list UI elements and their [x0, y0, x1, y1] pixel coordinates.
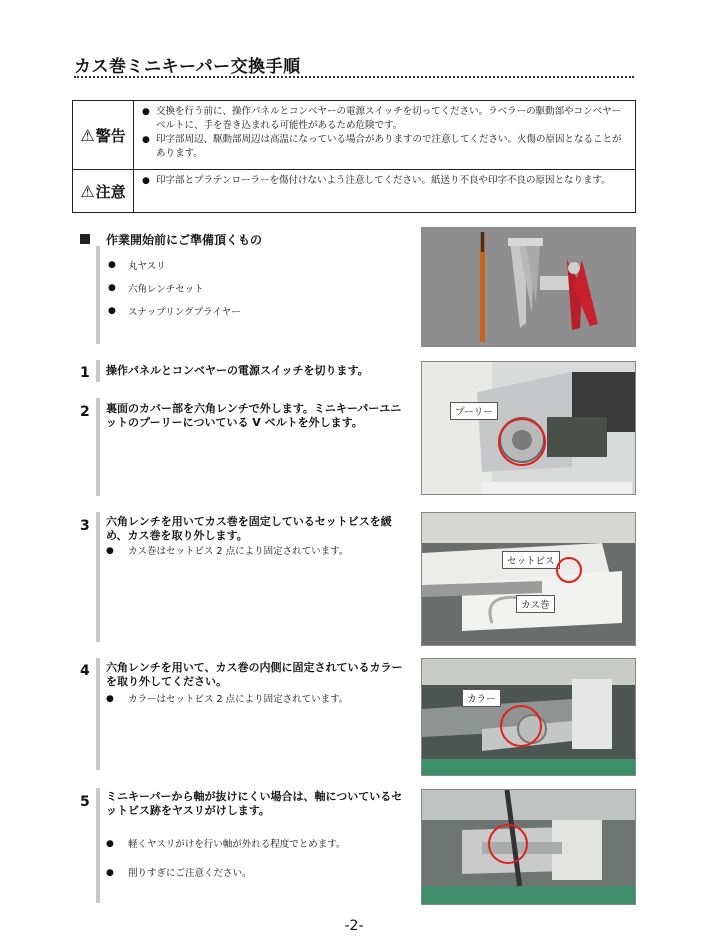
step-text-4: 六角レンチを用いて、カス巻の内側に固定されているカラーを取り外してください。 [106, 661, 403, 688]
warning-triangle-icon: ⚠ [80, 181, 95, 201]
step-side-bar [96, 658, 100, 770]
step-notes-3 [106, 545, 411, 558]
callout-pulley: プーリー [450, 402, 498, 420]
caution-item: ● 印字部とプラテンローラーを傷付けないよう注意してください。紙送り不良や印字不良の原因となります。 [142, 175, 611, 186]
note-item: ● カス巻はセットビス 2 点により固定されています。 [106, 546, 349, 557]
step-side-bar [96, 398, 100, 496]
step-number-5: 5 [80, 794, 90, 810]
bullet-icon: ● [142, 107, 150, 117]
highlight-circle [498, 418, 546, 466]
bullet-icon: ● [108, 282, 116, 293]
step-number-4: 4 [80, 663, 90, 679]
warning-label-cell [73, 101, 134, 169]
step-number-3: 3 [80, 518, 90, 534]
bullet-icon: ● [106, 546, 114, 556]
warning-row-danger [73, 101, 635, 170]
warning-triangle-icon: ⚠ [80, 125, 95, 145]
preparation-list [108, 253, 241, 322]
tools-illustration [422, 228, 635, 346]
note-item: ● カラーはセットビス 2 点により固定されています。 [106, 694, 349, 705]
page-title: カス巻ミニキーパー交換手順 [74, 57, 301, 77]
caution-body [134, 170, 635, 212]
warning-item: ● 交換を行う前に、操作パネルとコンベヤーの電源スイッチを切ってください。ラベラーの駆動部やコンベヤーベルトに、手を巻き込まれる可能性があるため危険です。 [142, 106, 622, 131]
warning-label: 警告 [95, 126, 126, 145]
warning-body [134, 101, 635, 169]
step-notes-4 [106, 693, 411, 706]
bullet-icon: ● [106, 839, 114, 849]
caution-label-cell [73, 170, 134, 212]
callout-setscrew: セットビス [502, 551, 560, 569]
shaft-illustration [422, 790, 635, 904]
step-text-2: 裏面のカバー部を六角レンチで外します。ミニキーパーユニットのプーリーについている V ベルトを外します。 [106, 402, 402, 429]
section-square-icon [80, 234, 90, 244]
step-text-3: 六角レンチを用いてカス巻を固定しているセットビスを緩め、カス巻を取り外します。 [106, 515, 392, 542]
step-number-2: 2 [80, 404, 90, 420]
step-side-bar [96, 512, 100, 642]
kasumaki-photo [421, 512, 636, 646]
step-side-bar [96, 788, 100, 903]
list-item: ● スナップリングプライヤー [108, 305, 241, 318]
bullet-icon: ● [106, 694, 114, 704]
tools-photo [421, 227, 636, 347]
warning-row-caution [73, 170, 635, 212]
note-item: ● 軽くヤスリがけを行い軸が外れる程度でとめます。 [106, 839, 346, 850]
bullet-icon: ● [106, 868, 114, 878]
step-notes-5 [106, 838, 411, 880]
highlight-circle [556, 557, 582, 583]
caution-label: 注意 [95, 182, 126, 201]
kasumaki-illustration [422, 513, 635, 645]
bullet-icon: ● [142, 135, 150, 145]
bullet-icon: ● [108, 259, 116, 270]
list-item: ● 丸ヤスリ [108, 259, 166, 272]
list-item: ● 六角レンチセット [108, 282, 204, 295]
bullet-icon: ● [142, 176, 150, 186]
warning-item: ● 印字部周辺、駆動部周辺は高温になっている場合がありますので注意してください。火傷の原因となることがあります。 [142, 134, 622, 159]
preparation-title: 作業開始前にご準備頂くもの [106, 233, 263, 247]
page-number: -2- [344, 918, 364, 934]
collar-photo [421, 658, 636, 776]
note-item: ● 削りすぎにご注意ください。 [106, 868, 252, 879]
step-text-5: ミニキーパーから軸が抜けにくい場合は、軸についているセットビス跡をヤスリがけします。 [106, 790, 403, 817]
pulley-photo [421, 361, 636, 495]
preparation-side-bar [96, 246, 100, 344]
callout-collar: カラー [462, 689, 501, 707]
bullet-icon: ● [108, 305, 116, 316]
highlight-circle [488, 824, 528, 864]
step-side-bar [96, 360, 100, 382]
step-number-1: 1 [80, 365, 90, 381]
step-text-1: 操作パネルとコンベヤーの電源スイッチを切ります。 [106, 364, 369, 377]
callout-kasumaki: カス巻 [516, 595, 555, 613]
highlight-circle [500, 705, 542, 747]
shaft-photo [421, 789, 636, 905]
title-divider [74, 76, 634, 78]
warning-table [72, 100, 636, 213]
